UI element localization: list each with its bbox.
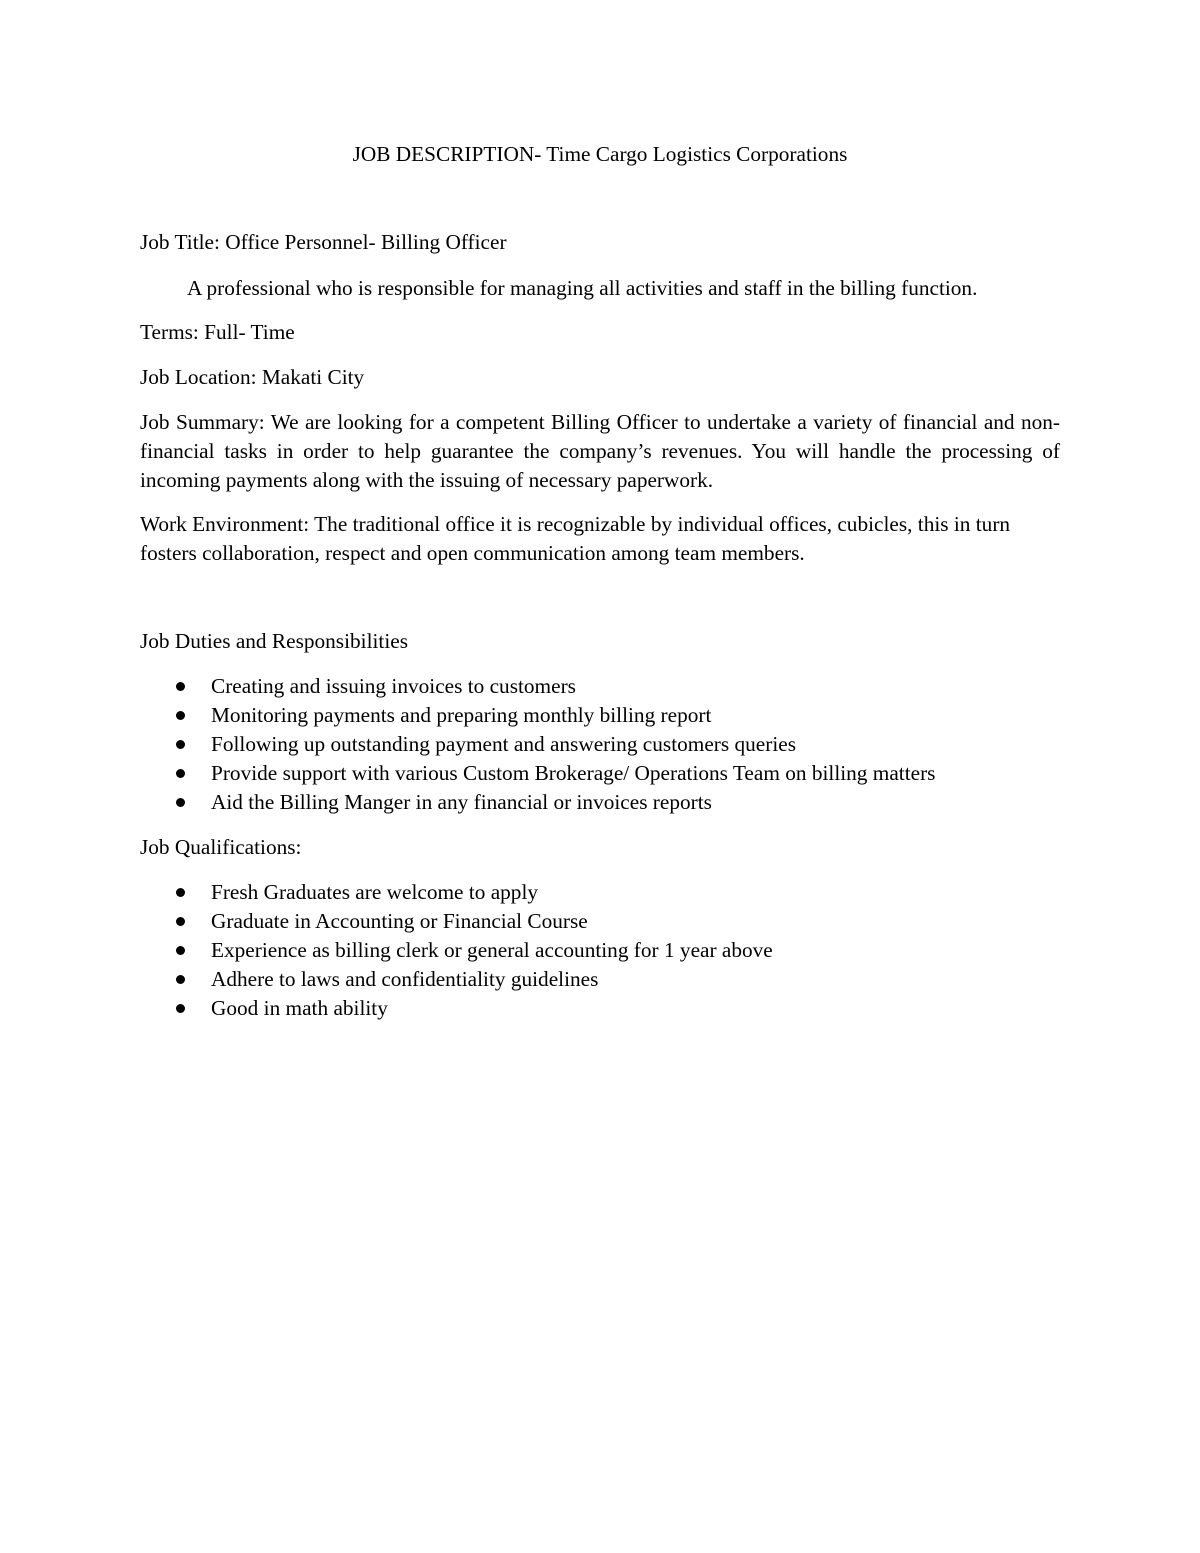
job-location: Job Location: Makati City (140, 365, 365, 389)
list-item-text: Provide support with various Custom Brokerage/ Operations Team on billing matters (211, 761, 936, 785)
document-body (140, 140, 1060, 1023)
job-intro: A professional who is responsible for managing all activities and staff in the billing function. (187, 276, 978, 300)
bullet-icon (176, 946, 185, 955)
bullet-icon (176, 682, 185, 691)
job-terms: Terms: Full- Time (140, 320, 295, 344)
bullet-icon (176, 711, 185, 720)
list-item (140, 788, 1060, 817)
list-item (140, 907, 1060, 936)
list-item (140, 672, 1060, 701)
list-item-text: Adhere to laws and confidentiality guidelines (211, 967, 599, 991)
work-environment: Work Environment: The traditional office it is recognizable by individual offices, cubicles, this in turn fosters collaboration, respect and open communication among team members. (140, 512, 1011, 565)
duties-heading: Job Duties and Responsibilities (140, 629, 408, 653)
bullet-icon (176, 798, 185, 807)
bullet-icon (176, 740, 185, 749)
list-item-text: Monitoring payments and preparing monthly billing report (211, 703, 712, 727)
list-item-text: Aid the Billing Manger in any financial or invoices reports (211, 790, 712, 814)
list-item-text: Creating and issuing invoices to customers (211, 674, 576, 698)
list-item (140, 730, 1060, 759)
bullet-icon (176, 975, 185, 984)
list-item (140, 994, 1060, 1023)
list-item (140, 965, 1060, 994)
job-summary: Job Summary: We are looking for a competent Billing Officer to undertake a variety of financial and non-financial tasks in order to help guarantee the company’s revenues. You will handle the processing of incoming payments along with the issuing of necessary paperwork. (140, 410, 1060, 492)
bullet-icon (176, 769, 185, 778)
list-item (140, 701, 1060, 730)
list-item-text: Experience as billing clerk or general accounting for 1 year above (211, 938, 773, 962)
bullet-icon (176, 1004, 185, 1013)
duties-list (140, 672, 1060, 817)
bullet-icon (176, 888, 185, 897)
job-title: Job Title: Office Personnel- Billing Officer (140, 230, 507, 254)
list-item-text: Following up outstanding payment and answering customers queries (211, 732, 796, 756)
qualifications-heading: Job Qualifications: (140, 835, 302, 859)
list-item (140, 878, 1060, 907)
list-item-text: Good in math ability (211, 996, 388, 1020)
list-item-text: Fresh Graduates are welcome to apply (211, 880, 539, 904)
qualifications-list (140, 878, 1060, 1023)
list-item-text: Graduate in Accounting or Financial Course (211, 909, 588, 933)
list-item (140, 936, 1060, 965)
list-item (140, 759, 1060, 788)
document-title: JOB DESCRIPTION- Time Cargo Logistics Corporations (352, 142, 848, 166)
bullet-icon (176, 917, 185, 926)
